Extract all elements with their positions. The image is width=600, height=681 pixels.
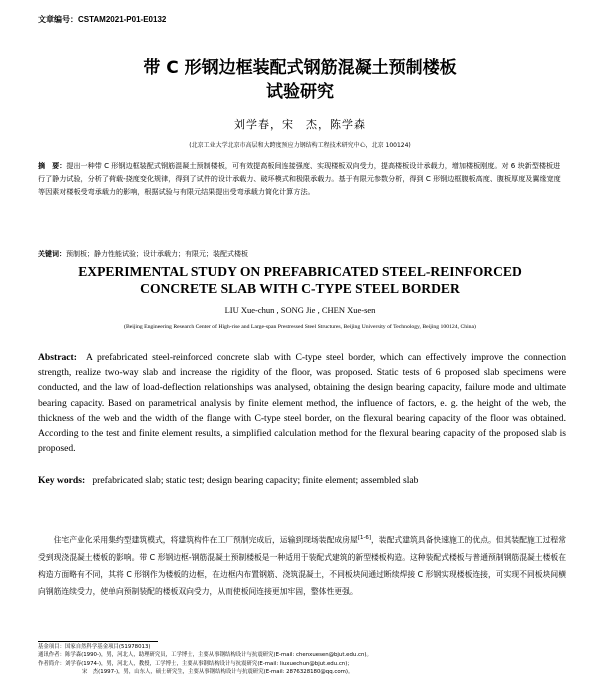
body-paragraph — [38, 530, 566, 600]
footnotes — [38, 643, 578, 677]
cn-abstract — [38, 160, 566, 198]
article-number: 文章编号：CSTAM2021-P01-E0132 — [38, 15, 167, 24]
cn-abstract-label: 摘 要： — [38, 161, 67, 170]
body-text-rest: ，装配式建筑具备快速施工的优点。但其装配施工过程常受到现浇混凝土楼板的影响。带 C 形钢边框-钢筋混凝土预制楼板是一种适用于装配式建筑的新型楼板构造。这种装配式楼板与普通预制钢筋混凝土楼板在构造方面略有不同，其将 C 形钢作为楼板的边框，在边框内布置钢筋、浇筑混凝土，不同板块间通过断续焊接 C 形钢实现楼板连接，可实现不同板块间横向钢筋连续受力，使单向预制装配的楼板双向受力，从而使板间连接更加牢固，整体性更强。 — [38, 535, 566, 596]
cn-keywords-text: 预制板；静力性能试验；设计承载力；有限元；装配式楼板 — [66, 250, 248, 258]
en-authors: LIU Xue-chun , SONG Jie , CHEN Xue-sen — [224, 305, 376, 315]
cn-title-line1: 带 C 形钢边框装配式钢筋混凝土预制楼板 — [143, 58, 457, 78]
en-affiliation: (Beijing Engineering Research Center of High-rise and Large-span Prestressed Steel Structures, Beijing University of Technology, Beijing 100124, China) — [124, 324, 476, 330]
cn-abstract-text: 提出一种带 C 形钢边框装配式钢筋混凝土预制楼板，可有效提高板间连接强度、实现楼板双向受力，提高楼板设计承载力，增加楼板刚度。对 6 块新型楼板进行了静力试验，分析了荷载-挠度变化规律，得到了试件的设计承载力、破坏模式和极限承载力。基于有限元参数分析，得到 C 形钢边框腹板高度、腹板厚度及翼缘宽度等因素对楼板受弯承载力的影响，根据试验与有限元结果提出受弯承载力简化计算方法。 — [38, 161, 561, 196]
en-abstract — [38, 350, 566, 456]
footnote-author2: 宋 杰(1997-)，男，山东人，硕士研究生，主要从事钢结构设计与抗震研究(E-mail: 2876328180@qq.com)。 — [82, 669, 354, 676]
en-keywords-label: Key words: — [38, 475, 86, 486]
footnote-divider — [38, 641, 158, 642]
cn-keywords-label: 关键词： — [38, 250, 66, 258]
footnote-author1: 作者简介：刘学春(1974-)，男，河北人，教授，工学博士，主要从事钢结构设计与抗震研究(E-mail: liuxuechun@bjut.edu.cn)； — [38, 660, 353, 667]
cn-affiliation: (北京工业大学北京市高层和大跨度预应力钢结构工程技术研究中心，北京 100124) — [189, 142, 411, 149]
body-text-main: 住宅产业化采用集约型建筑模式，将建筑构件在工厂预制完成后，运输到现场装配成房屋 — [53, 535, 358, 545]
en-abstract-text: A prefabricated steel-reinforced concrete slab with C-type steel border, which can effectively improve the connection strength, realize two-way slab and increase the rigidity of the floor, was proposed. Static tests of 6 proposed slab specimens were conducted, and the law of load-deflection relationships was analysed, obtaining the design bearing capacity, failure mode and ultimate bearing capacity. Based on parametrical analysis by finite element method, the influence of factors, e. g. the height of the web, the thickness of the web and the width of the flange with C-type steel border, on the flexural bearing capacity of the floor was obtained. According to the test and finite element results, a simplified calculation method for the flexural bearing capacity of the proposed slab is proposed. — [38, 352, 567, 455]
cn-keywords — [38, 249, 566, 259]
en-abstract-label: Abstract: — [38, 352, 77, 363]
footnote-corresponding: 通讯作者：陈学森(1990-)，男，河北人，助理研究员，工学博士，主要从事钢结构设计与抗震研究(E-mail: chenxuesen@bjut.edu.cn)。 — [38, 652, 372, 659]
cn-authors: 刘学春，宋 杰，陈学森 — [234, 118, 366, 131]
citation-ref: [1-6] — [357, 535, 371, 541]
en-title-line1: EXPERIMENTAL STUDY ON PREFABRICATED STEEL-REINFORCED — [78, 264, 522, 279]
footnote-fund: 基金项目：国家自然科学基金项目(51978013) — [38, 644, 151, 650]
en-title-line2: CONCRETE SLAB WITH C-TYPE STEEL BORDER — [140, 281, 460, 296]
en-keywords — [38, 475, 566, 486]
en-keywords-text: prefabricated slab; static test; design bearing capacity; finite element; assembled slab — [92, 475, 419, 486]
cn-title-line2: 试验研究 — [266, 82, 334, 102]
